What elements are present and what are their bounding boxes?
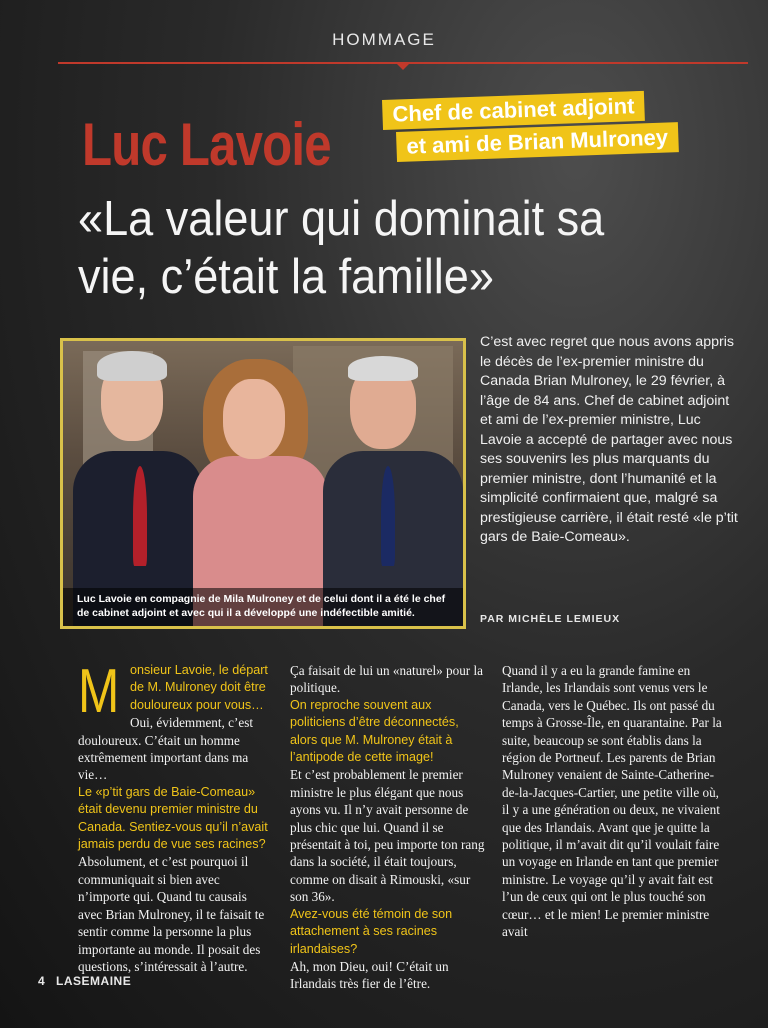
body-column-2 xyxy=(290,662,485,993)
lead-paragraph: C’est avec regret que nous avons appris le décès de l’ex-premier ministre du Canada Brian Mulroney, le 29 février, à l’âge de 84 ans. Chef de cabinet adjoint et ami de l’ex-premier ministre, Luc Lavoie a accepté de partager avec nous ses souvenirs les plus marquants du premier ministre, dont l’humanité et la simplicité confirmaient que, malgré sa prestigieuse carrière, il était resté «le p’tit gars de Baie-Comeau». xyxy=(480,334,738,545)
byline: PAR MICHÈLE LEMIEUX xyxy=(480,613,621,625)
headline-quote: «La valeur qui dominait sa vie, c’était la famille» xyxy=(78,192,605,304)
interview-answer: Ah, mon Dieu, oui! C’était un Irlandais très fier de l’être. xyxy=(290,958,449,992)
header-rule-notch xyxy=(395,62,411,70)
interview-answer: Absolument, et c’est pourquoi il communiquait si bien avec n’importe qui. Quand tu causais avec Brian Mulroney, il te faisait te sentir comme la personne la plus importante au monde. Il posait des questions, s’intéressait à l’autre. xyxy=(78,854,265,974)
article-name-heading: Luc Lavoie xyxy=(82,111,331,178)
body-column-1 xyxy=(78,657,273,975)
interview-answer: Et c’est probablement le premier ministre le plus élégant que nous ayons vu. Il n’y avait personne de plus chic que lui. Quand il se présentait à toi, peu importe ton rang dans la société, il était toujours, comme on disait à Rimouski, «sur son 36». xyxy=(290,767,485,905)
article-photo xyxy=(60,338,466,629)
photo-person-right-tie xyxy=(381,466,395,566)
photo-person-center-head xyxy=(223,379,285,459)
interview-answer: Ça faisait de lui un «naturel» pour la politique. xyxy=(290,663,483,696)
interview-question: Avez-vous été témoin de son attachement à ses racines irlandaises? xyxy=(290,906,453,956)
role-badge-line2: et ami de Brian Mulroney xyxy=(396,122,679,162)
photo-person-left-hair xyxy=(97,351,167,381)
magazine-name: LASEMAINE xyxy=(56,974,132,988)
page-footer xyxy=(38,974,131,988)
photo-caption: Luc Lavoie en compagnie de Mila Mulroney et de celui dont il a été le chef de cabinet adjoint et avec qui il a développé une indéfectible amitié. xyxy=(63,588,463,626)
interview-question: onsieur Lavoie, le départ de M. Mulroney doit être douloureux pour vous… xyxy=(130,663,268,712)
interview-question: On reproche souvent aux politiciens d’être déconnectés, alors que M. Mulroney était à l’antipode de cette image! xyxy=(290,697,459,765)
body-column-3 xyxy=(502,662,724,941)
interview-question: Le «p’tit gars de Baie-Comeau» était devenu premier ministre du Canada. Sentiez-vous qu’il n’avait jamais perdu de vue ses racines? xyxy=(78,784,268,852)
section-label: HOMMAGE xyxy=(332,30,436,49)
interview-answer: Quand il y a eu la grande famine en Irlande, les Irlandais sont venus vers le Canada, vers le Québec. Ils ont passé du temps à Grosse-Île, en quarantaine. Par la suite, beaucoup se sont établis dans la région de Portneuf. Les parents de Brian Mulroney venaient de Sainte-Catherine-de-la-Jacques-Cartier, une petite ville où, il y a une génération ou deux, ne vivaient que des Irlandais. Avant que je quitte la politique, il m’avait dit qu’il voulait faire un voyage en Irlande en tant que premier ministre. Le voyage qu’il y avait fait est l’un de ceux qui ont le plus touché son cœur… et le mien! Le premier ministre avait xyxy=(502,663,722,940)
role-badge-line1: Chef de cabinet adjoint xyxy=(382,91,645,130)
photo-person-left-tie xyxy=(133,466,147,566)
interview-answer: Oui, évidemment, c’est douloureux. C’était un homme extrêmement important dans ma vie… xyxy=(78,715,254,783)
page-number: 4 xyxy=(38,974,45,988)
drop-cap: M xyxy=(78,657,120,726)
photo-person-right-hair xyxy=(348,356,418,381)
